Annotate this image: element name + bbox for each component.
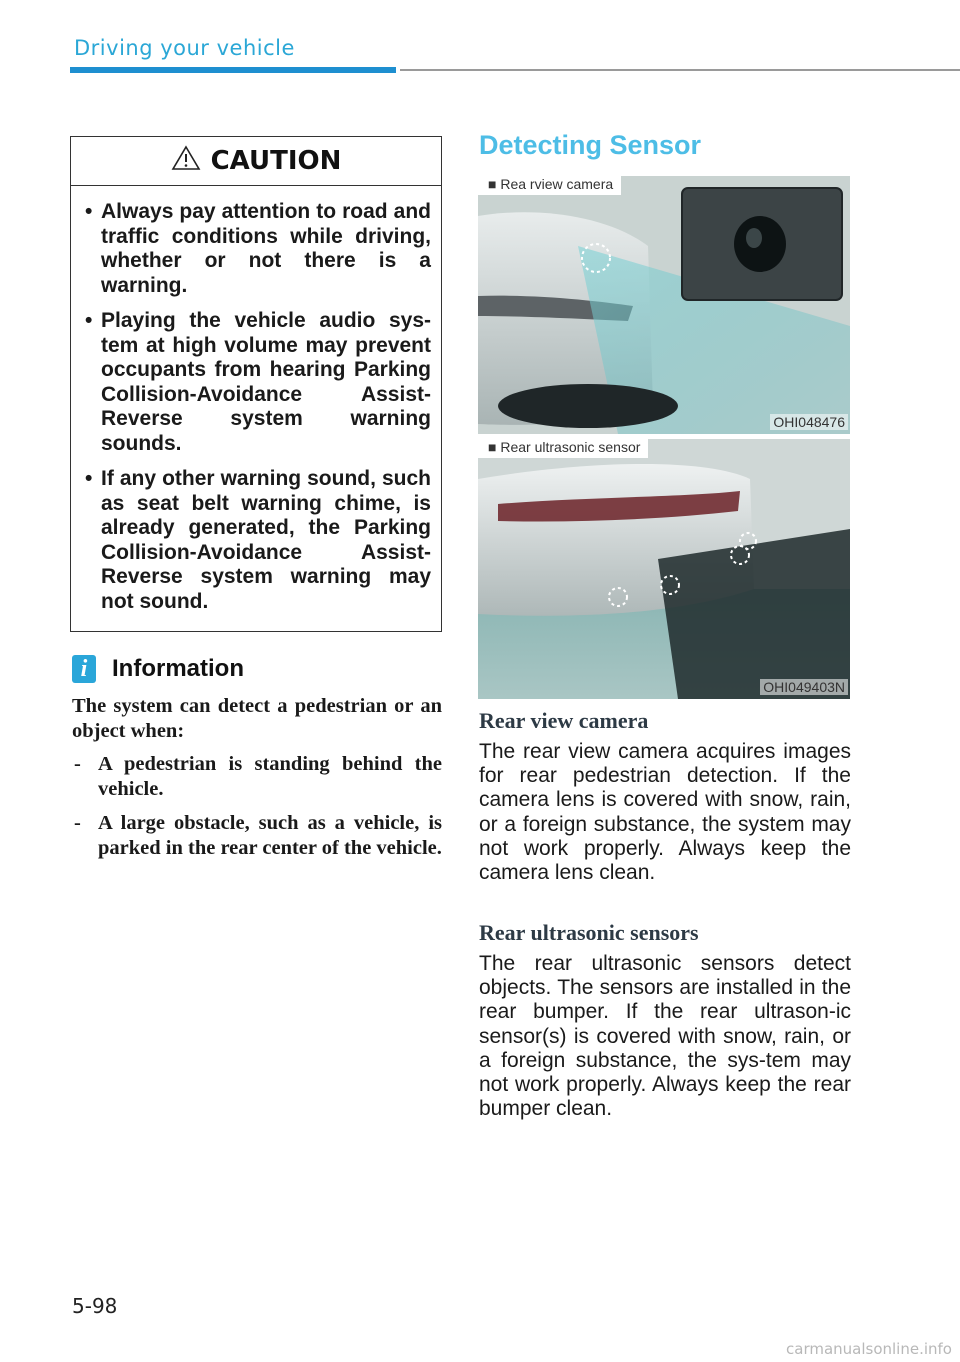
figure-caption: ■ Rea rview camera: [478, 176, 621, 195]
warning-triangle-icon: [171, 145, 201, 171]
information-intro: The system can detect a pedestrian or an object when:: [72, 695, 442, 742]
caution-list: [71, 186, 441, 614]
information-body: [72, 694, 442, 870]
rear-view-camera-heading: Rear view camera: [479, 708, 649, 733]
section-title: Driving your vehicle: [74, 36, 295, 60]
rear-ultrasonic-sensors-text: The rear ultrasonic sensors detect objects. The sensors are installed in the rear bumper. If the rear ultrason-ic sensor(s) is covered with snow, rain, or a foreign substance, the sys-tem may not work properly. Always keep the rear bumper clean.: [479, 952, 851, 1121]
page-number: 5-98: [72, 1294, 118, 1318]
caution-item: • Always pay attention to road and traffic conditions while driving, whether or not there is a warning.: [101, 200, 431, 298]
watermark: carmanualsonline.info: [786, 1340, 952, 1358]
header-rule: [400, 69, 960, 71]
figure-code: OHI048476: [770, 414, 848, 430]
information-icon: i: [72, 655, 96, 683]
figure-caption: ■ Rear ultrasonic sensor: [478, 439, 648, 458]
rear-view-camera-text: The rear view camera acquires images for rear pedestrian detection. If the camera lens is covered with snow, rain, or a foreign substance, the system may not work properly. Always keep the camera lens clean.: [479, 740, 851, 885]
caution-title: CAUTION: [210, 146, 342, 176]
rear-ultrasonic-sensor-figure: [478, 439, 850, 699]
caution-item: • If any other warning sound, such as seat belt warning chime, is already generated, the Parking Collision-Avoidance Assist-Reverse system warning may not sound.: [101, 467, 431, 614]
caution-header: [71, 137, 441, 186]
information-item: - A large obstacle, such as a vehicle, is parked in the rear center of the vehicle.: [72, 811, 442, 861]
information-item: - A pedestrian is standing behind the vehicle.: [72, 752, 442, 802]
information-title: Information: [112, 655, 244, 682]
header-rule-accent: [70, 67, 396, 73]
rear-ultrasonic-sensors-heading: Rear ultrasonic sensors: [479, 920, 699, 945]
caution-box: [70, 136, 442, 632]
information-heading: [72, 655, 244, 683]
rear-ultrasonic-sensor-illustration: [478, 439, 850, 699]
rear-view-camera-illustration: [478, 176, 850, 434]
detecting-sensor-heading: Detecting Sensor: [479, 130, 702, 160]
caution-item: • Playing the vehicle audio sys-tem at high volume may prevent occupants from hearing Parking Collision-Avoidance Assist-Reverse system warning sounds.: [101, 309, 431, 456]
figure-code: OHI049403N: [760, 679, 848, 695]
rear-view-camera-figure: [478, 176, 850, 434]
